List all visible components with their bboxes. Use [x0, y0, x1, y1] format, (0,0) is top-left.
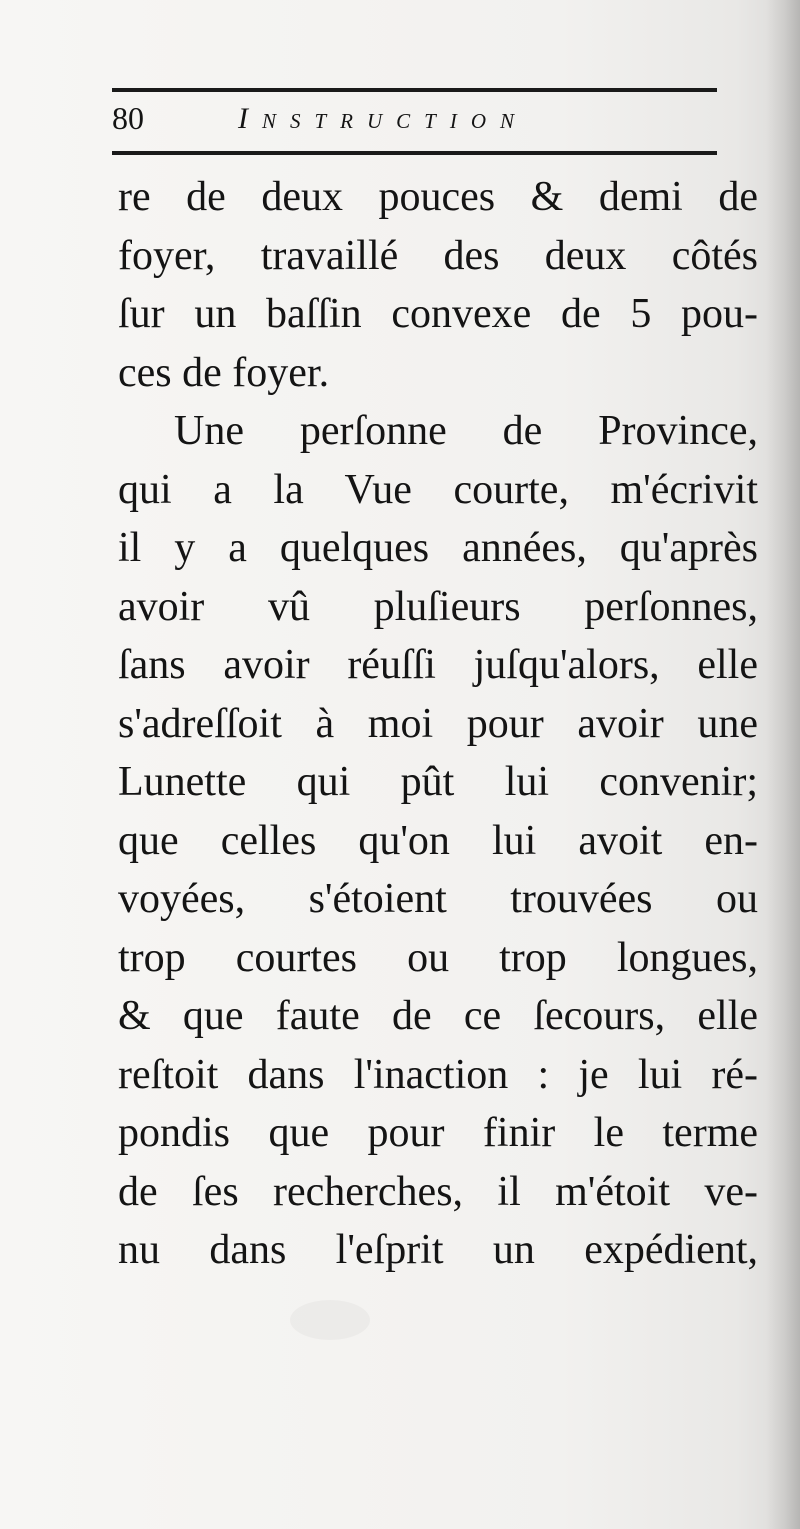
text-line: foyer, travaillé des deux côtés	[118, 232, 758, 279]
text-line: & que faute de ce ſecours, elle	[118, 993, 758, 1039]
text-line: Une perſonne de Province,	[174, 408, 758, 454]
page-edge-shadow	[766, 0, 800, 1529]
text-line: Lunette qui pût lui convenir;	[118, 759, 758, 805]
text-line: pondis que pour finir le terme	[118, 1110, 758, 1156]
text-line: avoir vû pluſieurs perſonnes,	[118, 583, 758, 630]
text-line: reſtoit dans l'inaction : je lui ré-	[118, 1051, 758, 1098]
text-line: re de deux pouces & demi de	[118, 174, 758, 220]
text-line: ces de foyer.	[118, 349, 330, 396]
text-line: de ſes recherches, il m'étoit ve-	[118, 1168, 758, 1215]
body-text	[118, 168, 758, 1280]
text-line: nu dans l'eſprit un expédient,	[118, 1227, 758, 1273]
page-number: 80	[112, 100, 144, 136]
text-line: ſur un baſſin convexe de 5 pou-	[118, 291, 758, 337]
running-title: Instruction	[238, 102, 529, 135]
text-line: voyées, s'étoient trouvées ou	[118, 876, 758, 922]
running-header	[112, 96, 717, 148]
text-line: il y a quelques années, qu'après	[118, 525, 758, 571]
bleed-through-smudge	[290, 1300, 370, 1340]
header-rule-bottom	[112, 151, 717, 155]
text-line: que celles qu'on lui avoit en-	[118, 817, 758, 864]
text-line: qui a la Vue courte, m'écrivit	[118, 466, 758, 513]
text-line: s'adreſſoit à moi pour avoir une	[118, 700, 758, 747]
text-line: trop courtes ou trop longues,	[118, 934, 758, 981]
text-line: ſans avoir réuſſi juſqu'alors, elle	[118, 642, 758, 688]
header-rule-top	[112, 88, 717, 92]
